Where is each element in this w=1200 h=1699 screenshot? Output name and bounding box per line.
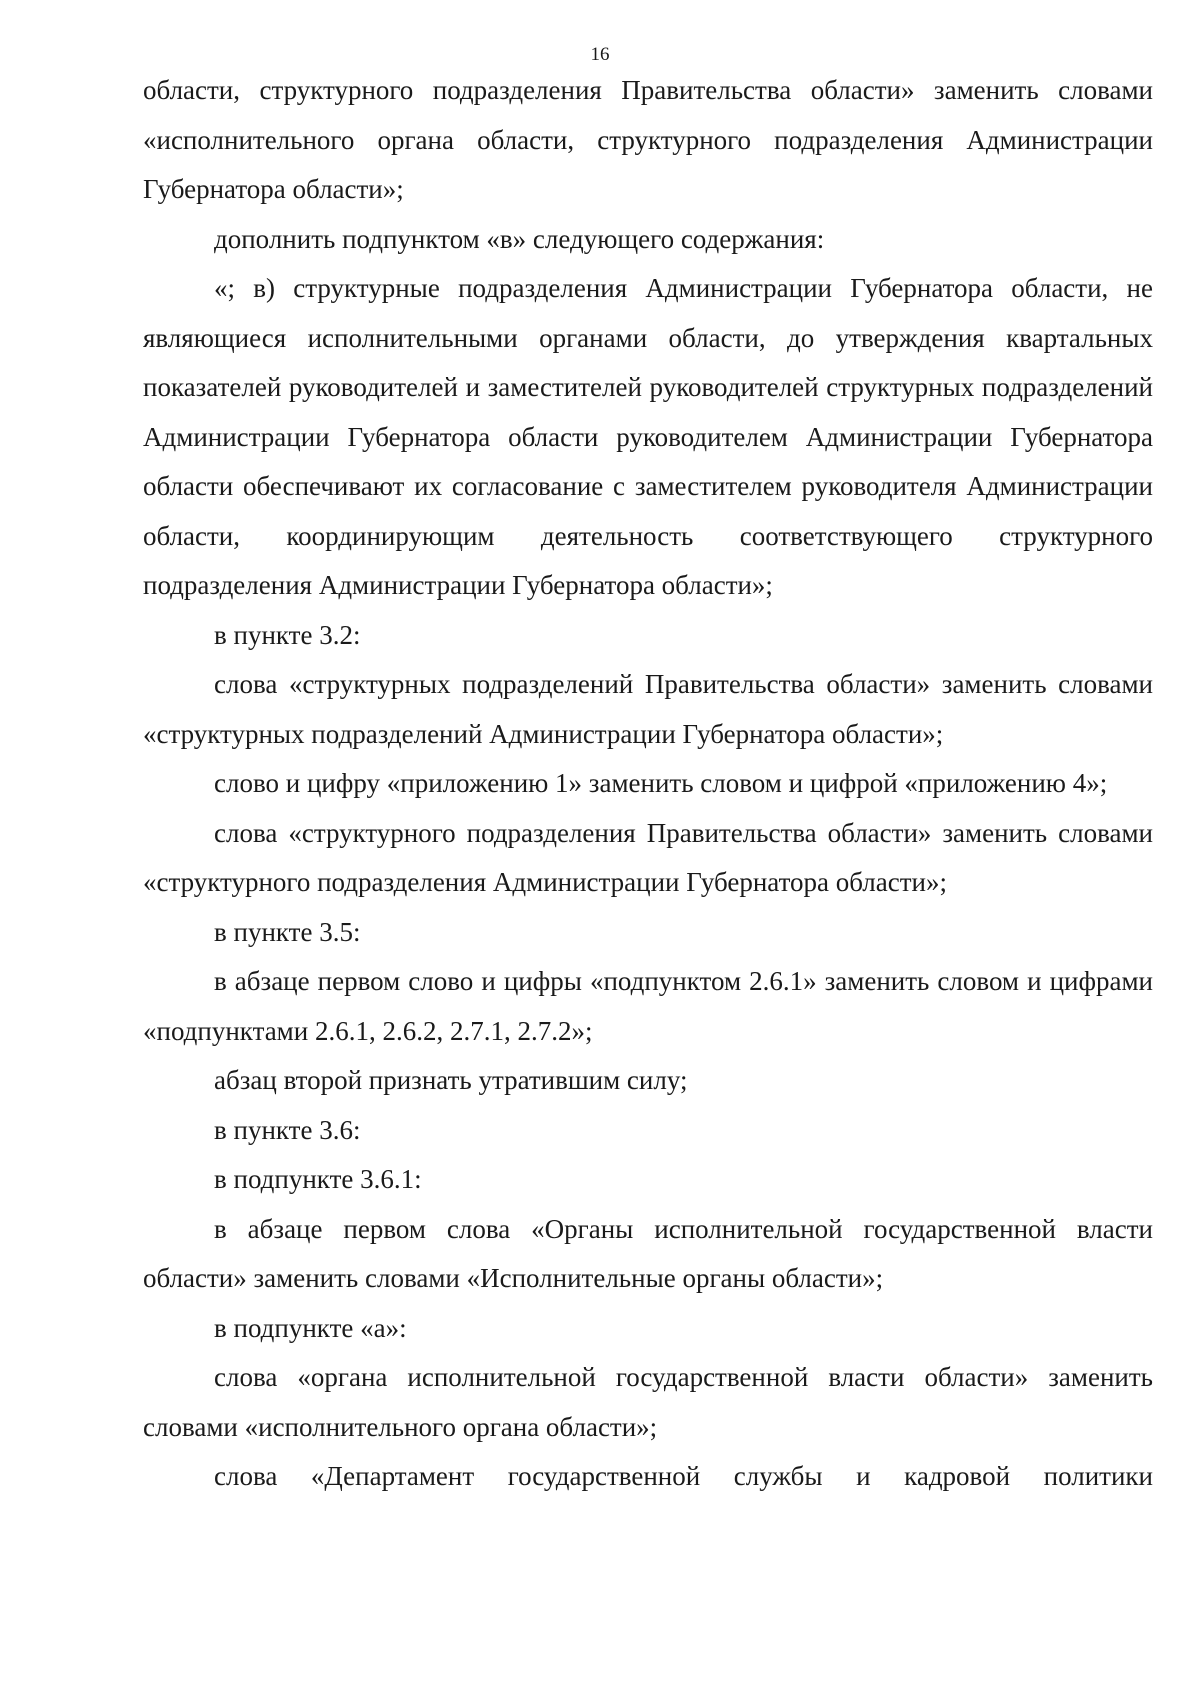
paragraph-2: дополнить подпунктом «в» следующего содержания:: [214, 223, 825, 254]
paragraph-15: слова «органа исполнительной государственной власти области» заменить словами «исполнительного органа области»;: [143, 1362, 1153, 1442]
paragraph-14: в подпункте «а»:: [214, 1312, 407, 1343]
paragraph-3: «; в) структурные подразделения Администрации Губернатора области, не являющиеся исполнительными органами области, до утверждения квартальных показателей руководителей и заместителей руководителей структурных подразделений Администрации Губернатора области руководителем Администрации Губернатора области обеспечивают их согласование с заместителем руководителя Администрации области, координирующим деятельность соответствующего структурного подразделения Администрации Губернатора области»;: [143, 273, 1153, 600]
paragraph-4: в пункте 3.2:: [214, 619, 361, 650]
paragraph-5: слова «структурных подразделений Правительства области» заменить словами «структурных подразделений Администрации Губернатора области»;: [143, 669, 1153, 749]
document-body: [143, 66, 1153, 1502]
page-number: 16: [590, 44, 610, 65]
paragraph-9: в абзаце первом слово и цифры «подпунктом 2.6.1» заменить словом и цифрами «подпунктами 2.6.1, 2.6.2, 2.7.1, 2.7.2»;: [143, 966, 1153, 1046]
paragraph-10: абзац второй признать утратившим силу;: [214, 1065, 688, 1095]
paragraph-12: в подпункте 3.6.1:: [214, 1164, 422, 1194]
paragraph-16: слова «Департамент государственной службы и кадровой политики: [214, 1461, 1153, 1491]
paragraph-7: слова «структурного подразделения Правительства области» заменить словами «структурного подразделения Администрации Губернатора области»;: [143, 817, 1153, 897]
paragraph-6: слово и цифру «приложению 1» заменить словом и цифрой «приложению 4»;: [214, 768, 1108, 798]
paragraph-1: области, структурного подразделения Правительства области» заменить словами «исполнительного органа области, структурного подразделения Администрации Губернатора области»;: [143, 75, 1153, 204]
paragraph-13: в абзаце первом слова «Органы исполнительной государственной власти области» заменить словами «Исполнительные органы области»;: [143, 1213, 1153, 1293]
paragraph-11: в пункте 3.6:: [214, 1114, 361, 1145]
paragraph-8: в пункте 3.5:: [214, 916, 361, 947]
